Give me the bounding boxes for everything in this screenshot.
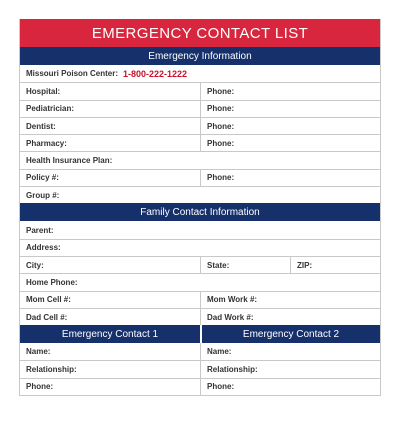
- pediatrician-field[interactable]: Pediatrician:: [26, 104, 75, 114]
- form-title: EMERGENCY CONTACT LIST: [20, 19, 380, 47]
- home-phone-row: [20, 273, 380, 290]
- group-row: [20, 186, 380, 203]
- emergency-contact-form: [19, 19, 381, 396]
- mom-cell-field[interactable]: Mom Cell #:: [26, 295, 71, 305]
- hospital-row: [20, 82, 380, 99]
- contact-1-name-field[interactable]: Name:: [26, 347, 51, 357]
- contact-2-phone-field[interactable]: Phone:: [200, 379, 380, 395]
- poison-center-cell: [20, 65, 380, 82]
- emergency-contact-1-header: Emergency Contact 1: [20, 325, 200, 343]
- poison-center-label: Missouri Poison Center:: [26, 69, 119, 79]
- health-insurance-field[interactable]: Health Insurance Plan:: [26, 156, 113, 166]
- contact-1-relationship-field[interactable]: Relationship:: [26, 365, 77, 375]
- pediatrician-phone-field[interactable]: Phone:: [200, 101, 380, 117]
- hospital-phone-field[interactable]: Phone:: [200, 83, 380, 99]
- home-phone-field[interactable]: Home Phone:: [26, 277, 78, 287]
- emergency-contacts-header: [20, 325, 380, 343]
- city-state-zip-row: [20, 256, 380, 273]
- contact-1-phone-field[interactable]: Phone:: [26, 382, 54, 392]
- family-contact-information-header: Family Contact Information: [20, 203, 380, 221]
- contact-relationship-row: [20, 360, 380, 377]
- policy-row: [20, 169, 380, 186]
- policy-field[interactable]: Policy #:: [26, 173, 59, 183]
- pharmacy-row: [20, 134, 380, 151]
- mom-phone-row: [20, 291, 380, 308]
- state-field[interactable]: State:: [200, 257, 290, 273]
- dentist-phone-field[interactable]: Phone:: [200, 118, 380, 134]
- contact-2-relationship-field[interactable]: Relationship:: [200, 361, 380, 377]
- parent-field[interactable]: Parent:: [26, 225, 54, 235]
- policy-phone-field[interactable]: Phone:: [200, 170, 380, 186]
- dad-work-field[interactable]: Dad Work #:: [200, 309, 380, 325]
- pharmacy-field[interactable]: Pharmacy:: [26, 138, 67, 148]
- emergency-information-header: Emergency Information: [20, 47, 380, 65]
- parent-row: [20, 221, 380, 238]
- contact-2-name-field[interactable]: Name:: [200, 343, 380, 360]
- dentist-field[interactable]: Dentist:: [26, 121, 56, 131]
- address-field[interactable]: Address:: [26, 243, 61, 253]
- dad-cell-field[interactable]: Dad Cell #:: [26, 312, 68, 322]
- address-row: [20, 239, 380, 256]
- pediatrician-row: [20, 100, 380, 117]
- pharmacy-phone-field[interactable]: Phone:: [200, 135, 380, 151]
- emergency-contact-2-header: Emergency Contact 2: [200, 325, 380, 343]
- dentist-row: [20, 117, 380, 134]
- dad-phone-row: [20, 308, 380, 325]
- contact-phone-row: [20, 378, 380, 395]
- hospital-field[interactable]: Hospital:: [26, 86, 61, 96]
- health-insurance-row: [20, 151, 380, 168]
- poison-center-number: 1-800-222-1222: [123, 68, 188, 79]
- poison-center-row: [20, 65, 380, 82]
- city-field[interactable]: City:: [26, 260, 44, 270]
- group-field[interactable]: Group #:: [26, 190, 60, 200]
- mom-work-field[interactable]: Mom Work #:: [200, 292, 380, 308]
- contact-name-row: [20, 343, 380, 360]
- zip-field[interactable]: ZIP:: [290, 257, 380, 273]
